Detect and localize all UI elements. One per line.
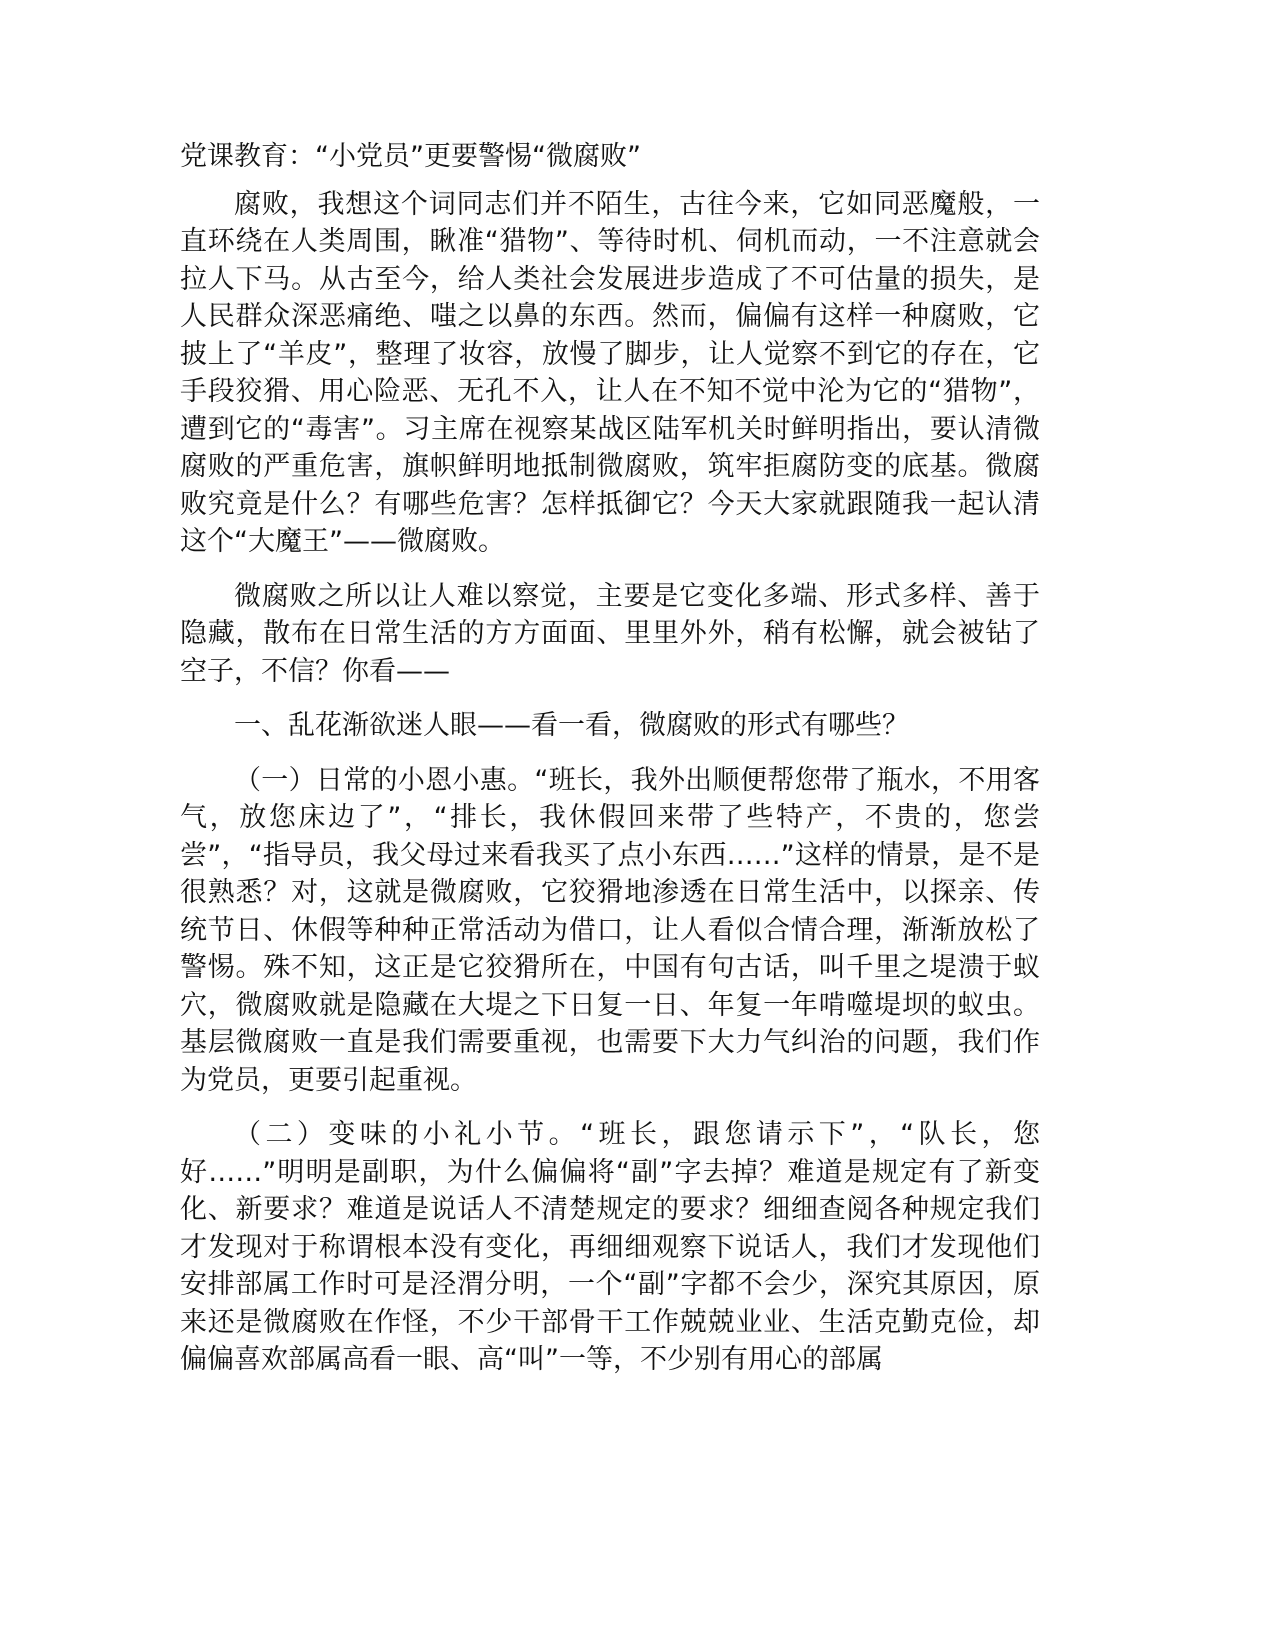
paragraph-hidden-nature: 微腐败之所以让人难以察觉，主要是它变化多端、形式多样、善于隐藏，散布在日常生活的方方面面、里里外外，稍有松懈，就会被钻了空子，不信？你看—— [180, 580, 1040, 687]
document-title: 党课教育：“小党员”更要警惕“微腐败” [180, 141, 641, 172]
document-page [180, 138, 1040, 1396]
paragraph-small-courtesies: （二）变味的小礼小节。“班长，跟您请示下”，“队长，您好……”明明是副职，为什么偏偏将“副”字去掉？难道是规定有了新变化、新要求？难道是说话人不清楚规定的要求？细细查阅各种规定我们才发现对于称谓根本没有变化，再细细观察下说话人，我们才发现他们安排部属工作时可是泾渭分明，一个“副”字都不会少，深究其原因，原来还是微腐败在作怪，不少干部骨干工作兢兢业业、生活克勤克俭，却偏偏喜欢部属高看一眼、高“叫”一等，不少别有用心的部属 [180, 1119, 1040, 1375]
paragraph-small-favors: （一）日常的小恩小惠。“班长，我外出顺便帮您带了瓶水，不用客气，放您床边了”，“排长，我休假回来带了些特产，不贵的，您尝尝”，“指导员，我父母过来看我买了点小东西……”这样的情景，是不是很熟悉？对，这就是微腐败，它狡猾地渗透在日常生活中，以探亲、传统节日、休假等种种正常活动为借口，让人看似合情合理，渐渐放松了警惕。殊不知，这正是它狡猾所在，中国有句古话，叫千里之堤溃于蚁穴，微腐败就是隐藏在大堤之下日复一日、年复一年啃噬堤坝的蚁虫。基层微腐败一直是我们需要重视，也需要下大力气纠治的问题，我们作为党员，更要引起重视。 [180, 764, 1040, 1096]
section-heading-1: 一、乱花渐欲迷人眼——看一看，微腐败的形式有哪些？ [234, 710, 909, 741]
paragraph-intro: 腐败，我想这个词同志们并不陌生，古往今来，它如同恶魔般，一直环绕在人类周围，瞅准“猎物”、等待时机、伺机而动，一不注意就会拉人下马。从古至今，给人类社会发展进步造成了不可估量的损失，是人民群众深恶痛绝、嗤之以鼻的东西。然而，偏偏有这样一种腐败，它披上了“羊皮”，整理了妆容，放慢了脚步，让人觉察不到它的存在，它手段狡猾、用心险恶、无孔不入，让人在不知不觉中沦为它的“猎物”，遭到它的“毒害”。习主席在视察某战区陆军机关时鲜明指出，要认清微腐败的严重危害，旗帜鲜明地抵制微腐败，筑牢拒腐防变的底基。微腐败究竟是什么？有哪些危害？怎样抵御它？今天大家就跟随我一起认清这个“大魔王”——微腐败。 [180, 188, 1040, 557]
